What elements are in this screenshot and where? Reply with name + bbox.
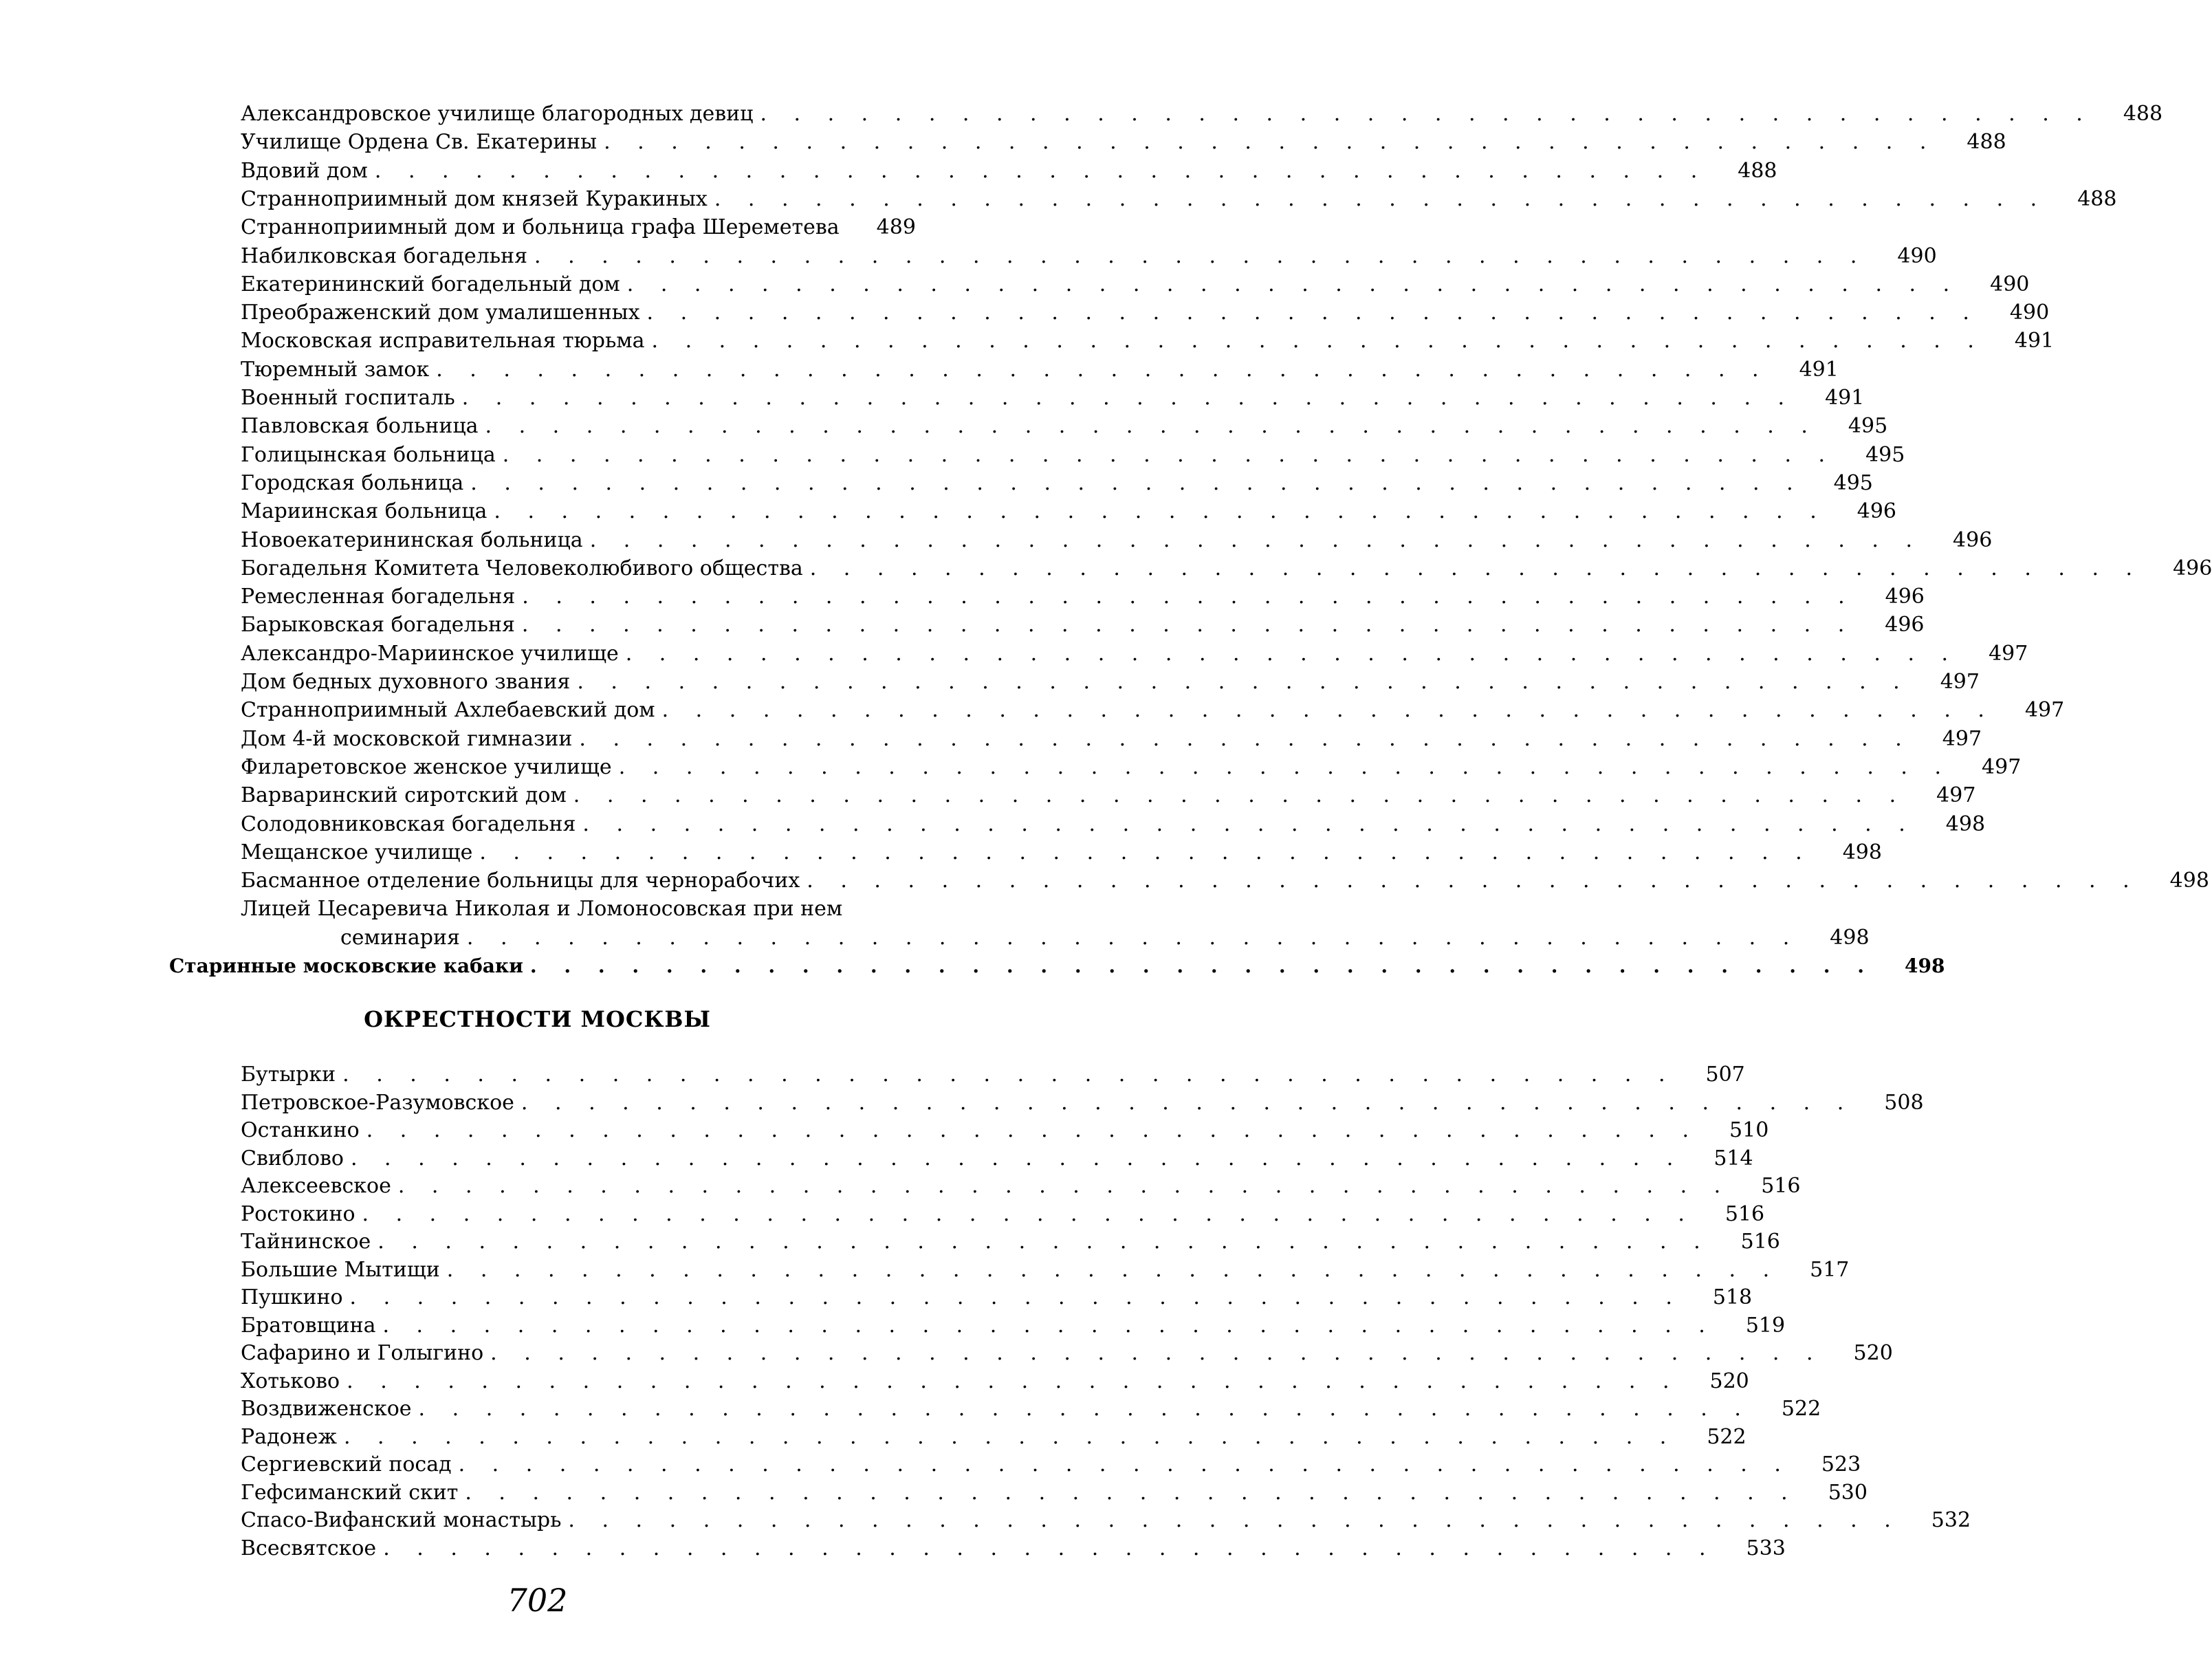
toc-entry-page: 495 — [1865, 442, 1905, 467]
toc-entry-title: Братовщина — [241, 1313, 376, 1338]
toc-entry — [241, 498, 1896, 525]
toc-entry — [241, 527, 1993, 554]
toc-entry — [241, 129, 2006, 156]
toc-entry — [241, 470, 1873, 497]
toc-entry-title: Радонеж — [241, 1424, 337, 1449]
toc-entry-title: Спасо-Вифанский монастырь — [241, 1508, 562, 1532]
toc-entry — [241, 1117, 1769, 1144]
toc-entry — [241, 1424, 1746, 1451]
toc-entry-title: Воздвиженское — [241, 1397, 412, 1421]
toc-entry-page: 498 — [1945, 811, 1986, 836]
toc-entry — [241, 611, 1925, 639]
toc-entry — [241, 1061, 1745, 1089]
toc-entry-title: Ремесленная богадельня — [241, 585, 516, 609]
toc-entry-page: 490 — [1897, 243, 1937, 268]
dot-leader: . . . . . . . . . . . . . . . . . . . . . . . . . . . . . . . . . . . . . . . . — [589, 527, 1923, 552]
toc-entry — [241, 839, 1882, 867]
dot-leader: . . . . . . . . . . . . . . . . . . . . . . . . . . . . . . . . . . . . . . . . — [366, 1118, 1700, 1142]
toc-entry-page: 495 — [1848, 414, 1888, 439]
toc-entry-title: Пушкино — [241, 1285, 343, 1309]
toc-entry-title: Свиблово — [241, 1146, 344, 1170]
toc-entry-title: Ростокино — [241, 1201, 355, 1226]
toc-entry-title: Солодовниковская богадельня — [241, 811, 576, 836]
toc-entry — [241, 1507, 1971, 1534]
toc-entry-page: 522 — [1707, 1424, 1746, 1449]
dot-leader: . . . . . . . . . . . . . . . . . . . . . . . . . . . . . . . . . . . . . . . . — [618, 754, 1952, 779]
toc-entry-title: Военный госпиталь — [241, 386, 455, 410]
toc-entry-page: 532 — [1931, 1508, 1971, 1532]
toc-entry-title: Варваринский сиротский дом — [241, 783, 567, 808]
dot-leader: . . . . . . . . . . . . . . . . . . . . . . . . . . . . . . . . . . . . . . . . — [807, 869, 2140, 893]
toc-entry-page: 495 — [1833, 470, 1873, 495]
toc-entry-title: Старинные московские кабаки — [169, 955, 523, 977]
toc-entry-title: семинария — [340, 925, 460, 950]
dot-leader: . . . . . . . . . . . . . . . . . . . . . . . . . . . . . . . . . . . . . . . . — [397, 1174, 1731, 1198]
dot-leader: . . . . . . . . . . . . . . . . . . . . . . . . . . . . . . . . . . . . . . . . — [465, 1480, 1798, 1505]
toc-entry-page: 497 — [1942, 726, 1982, 751]
toc-entry-title: Сафарино и Голыгино — [241, 1341, 484, 1365]
toc-entry-page: 497 — [2024, 698, 2065, 723]
toc-entry-title: Хотьково — [241, 1369, 340, 1393]
toc-entry-page: 498 — [1905, 955, 1945, 977]
toc-entry-title: Новоекатерининская больница — [241, 527, 583, 552]
dot-leader: . . . . . . . . . . . . . . . . . . . . . . . . . . . . . . . . . . . . . . . . — [529, 955, 1875, 977]
dot-leader: . . . . . . . . . . . . . . . . . . . . . . . . . . . . . . . . . . . . . . . . — [521, 613, 1855, 638]
toc-entry — [241, 299, 2050, 327]
toc-entry — [241, 1451, 1861, 1479]
toc-entry-page: 488 — [2123, 102, 2163, 126]
dot-leader: . . . . . . . . . . . . . . . . . . . . . . . . . . . . . . . . . . . . . . . . — [604, 130, 1937, 155]
toc-entry-page: 520 — [1853, 1341, 1893, 1365]
page-number: 702 — [507, 1582, 568, 1619]
toc-entry — [241, 640, 2028, 668]
toc-entry — [241, 1284, 1753, 1311]
toc-entry-title: Екатерининский богадельный дом — [241, 272, 620, 296]
dot-leader: . . . . . . . . . . . . . . . . . . . . . . . . . . . . . . . . . . . . . . . . — [347, 1369, 1680, 1393]
dot-leader: . . . . . . . . . . . . . . . . . . . . . . . . . . . . . . . . . . . . . . . . — [626, 272, 1960, 296]
dot-leader: . . . . . . . . . . . . . . . . . . . . . . . . . . . . . . . . . . . . . . . . — [494, 499, 1827, 524]
toc-entry-title: Дом бедных духовного звания — [241, 670, 571, 694]
toc-entry-page: 488 — [1967, 130, 2006, 155]
dot-leader: . . . . . . . . . . . . . . . . . . . . . . . . . . . . . . . . . . . . . . . . — [568, 1508, 1901, 1532]
dot-leader: . . . . . . . . . . . . . . . . . . . . . . . . . . . . . . . . . . . . . . . . — [809, 556, 2143, 580]
toc-entry — [241, 583, 1925, 611]
dot-leader: . . . . . . . . . . . . . . . . . . . . . . . . . . . . . . . . . . . . . . . . — [479, 840, 1813, 864]
toc-entry-page: 498 — [1842, 840, 1882, 864]
toc-entry-page: 489 — [876, 215, 916, 240]
toc-entry — [241, 668, 1980, 696]
toc-entry — [241, 895, 906, 923]
toc-entry-page: 496 — [1885, 585, 1925, 609]
toc-entry-title: Бутырки — [241, 1063, 336, 1087]
toc-entry — [241, 1201, 1765, 1228]
toc-entry — [241, 356, 1839, 384]
dot-leader: . . . . . . . . . . . . . . . . . . . . . . . . . . . . . . . . . . . . . . . . — [466, 925, 1800, 950]
toc-entry-title: Московская исправительная тюрьма — [241, 329, 645, 353]
dot-leader: . . . . . . . . . . . . . . . . . . . . . . . . . . . . . . . . . . . . . . . . — [436, 357, 1769, 382]
dot-leader: . . . . . . . . . . . . . . . . . . . . . . . . . . . . . . . . . . . . . . . . — [458, 1452, 1791, 1477]
toc-entry-title: Вдовий дом — [241, 158, 368, 183]
toc-entry-title: Сергиевский посад — [241, 1452, 452, 1477]
toc-entry-page: 517 — [1810, 1257, 1850, 1282]
toc-entry-page: 520 — [1709, 1369, 1749, 1393]
toc-entry — [241, 1535, 1786, 1562]
toc-entry — [241, 157, 1777, 185]
toc-entry-page: 510 — [1729, 1118, 1769, 1142]
toc-entry-page: 491 — [1825, 386, 1865, 410]
toc-entry-title: Мариинская больница — [241, 499, 488, 524]
dot-leader: . . . . . . . . . . . . . . . . . . . . . . . . . . . . . . . . . . . . . . . . — [446, 1257, 1780, 1282]
toc-entry — [340, 924, 1870, 952]
dot-leader: . . . . . . . . . . . . . . . . . . . . . . . . . . . . . . . . . . . . . . . . — [502, 442, 1836, 467]
dot-leader: . . . . . . . . . . . . . . . . . . . . . . . . . . . . . . . . . . . . . . . . — [461, 386, 1795, 410]
dot-leader: . . . . . . . . . . . . . . . . . . . . . . . . . . . . . . . . . . . . . . . . — [534, 243, 1868, 268]
dot-leader: . . . . . . . . . . . . . . . . . . . . . . . . . . . . . . . . . . . . . . . . — [577, 670, 1910, 694]
toc-entry-page: 516 — [1724, 1201, 1765, 1226]
dot-leader: . . . . . . . . . . . . . . . . . . . . . . . . . . . . . . . . . . . . . . . . — [760, 102, 2093, 126]
toc-entry-page: 523 — [1821, 1452, 1861, 1477]
toc-entry — [241, 1145, 1753, 1173]
dot-leader: . . . . . . . . . . . . . . . . . . . . . . . . . . . . . . . . . . . . . . . . — [418, 1397, 1751, 1421]
toc-entry — [241, 1256, 1850, 1284]
toc-entry-page: 497 — [1982, 754, 2022, 779]
toc-entry-page: 507 — [1705, 1063, 1745, 1087]
toc-entry-title: Набилковская богадельня — [241, 243, 528, 268]
dot-leader: . . . . . . . . . . . . . . . . . . . . . . . . . . . . . . . . . . . . . . . . — [579, 726, 1912, 751]
dot-leader: . . . . . . . . . . . . . . . . . . . . . . . . . . . . . . . . . . . . . . . . — [522, 585, 1855, 609]
toc-entry-title: Барыковская богадельня — [241, 613, 515, 638]
toc-entry-title: Преображенский дом умалишенных — [241, 301, 640, 325]
toc-entry-page: 496 — [1885, 613, 1925, 638]
dot-leader: . . . . . . . . . . . . . . . . . . . . . . . . . . . . . . . . . . . . . . . . — [343, 1424, 1677, 1449]
toc-entry — [241, 754, 2022, 781]
toc-entry-title: Мещанское училище — [241, 840, 473, 864]
toc-entry-title: Александровское училище благородных девиц — [241, 102, 754, 126]
toc-entry-page: 497 — [1989, 641, 2028, 666]
toc-entry-page: 514 — [1713, 1146, 1753, 1170]
toc-entry — [241, 327, 2055, 355]
toc-entry — [241, 271, 2030, 298]
toc-entry-page: 497 — [1940, 670, 1980, 694]
toc-entry-page: 519 — [1745, 1313, 1786, 1338]
toc-entry-title: Богадельня Комитета Человеколюбивого общества — [241, 556, 803, 580]
toc-entry-page: 516 — [1761, 1174, 1801, 1198]
dot-leader: . . . . . . . . . . . . . . . . . . . . . . . . . . . . . . . . . . . . . . . . — [582, 811, 1916, 836]
toc-entry — [169, 952, 1945, 980]
toc-entry-title: Тайнинское — [241, 1230, 371, 1254]
toc-entry — [241, 1479, 1868, 1507]
toc-entry-title: Странноприимный дом князей Куракиных — [241, 186, 708, 211]
toc-entry — [241, 782, 1976, 809]
toc-entry — [241, 1089, 1924, 1117]
toc-entry-page: 488 — [1738, 158, 1777, 183]
dot-leader: . . . . . . . . . . . . . . . . . . . . . . . . . . . . . . . . . . . . . . . . — [573, 783, 1907, 808]
toc-entry-title: Училище Ордена Св. Екатерины — [241, 130, 598, 155]
toc-entry — [241, 413, 1888, 440]
toc-entry-page: 490 — [1990, 272, 2030, 296]
dot-leader: . . . . . . . . . . . . . . . . . . . . . . . . . . . . . . . . . . . . . . . . — [383, 1536, 1716, 1560]
toc-entry-title: Тюремный замок — [241, 357, 430, 382]
toc-entry-page: 518 — [1712, 1285, 1753, 1309]
toc-entry — [241, 384, 1865, 412]
toc-entry — [241, 811, 1986, 838]
toc-entry — [241, 867, 2209, 895]
toc-entry-title: Останкино — [241, 1118, 360, 1142]
toc-entry — [241, 1340, 1893, 1367]
toc-entry-page: 498 — [2169, 869, 2209, 893]
toc-entry — [241, 726, 1982, 753]
toc-entry — [241, 1228, 1780, 1256]
dot-leader: . . . . . . . . . . . . . . . . . . . . . . . . . . . . . . . . . . . . . . . . — [470, 470, 1804, 495]
toc-entry — [241, 1368, 1749, 1395]
toc-entry-title: Странноприимный дом и больница графа Шереметева — [241, 215, 840, 240]
dot-leader: . . . . . . . . . . . . . . . . . . . . . . . . . . . . . . . . . . . . . . . . — [350, 1146, 1684, 1170]
section-heading: ОКРЕСТНОСТИ МОСКВЫ — [364, 1006, 711, 1032]
toc-entry-title: Городская больница — [241, 470, 464, 495]
toc-entry-title: Гефсиманский скит — [241, 1480, 459, 1505]
toc-entry-title: Алексеевское — [241, 1174, 391, 1198]
toc-entry-page: 491 — [1799, 357, 1839, 382]
dot-leader: . . . . . . . . . . . . . . . . . . . . . . . . . . . . . . . . . . . . . . . . — [485, 414, 1818, 439]
dot-leader: . . . . . . . . . . . . . . . . . . . . . . . . . . . . . . . . . . . . . . . . — [521, 1090, 1854, 1115]
toc-entry-title: Петровское-Разумовское — [241, 1090, 514, 1115]
toc-entry-page: 497 — [1936, 783, 1976, 808]
toc-entry-page: 533 — [1746, 1536, 1786, 1560]
toc-entry — [241, 214, 916, 241]
toc-entry-title: Большие Мытищи — [241, 1257, 440, 1282]
toc-entry-title: Александро-Мариинское училище — [241, 641, 619, 666]
toc-entry-title: Филаретовское женское училище — [241, 754, 612, 779]
toc-entry — [241, 555, 2212, 582]
toc-entry-page: 496 — [1857, 499, 1896, 524]
toc-entry-page: 522 — [1781, 1397, 1821, 1421]
dot-leader: . . . . . . . . . . . . . . . . . . . . . . . . . . . . . . . . . . . . . . . . — [490, 1341, 1824, 1365]
toc-entry-title: Дом 4-й московской гимназии — [241, 726, 573, 751]
toc-entry-page: 516 — [1740, 1230, 1780, 1254]
toc-entry-title: Странноприимный Ахлебаевский дом — [241, 698, 655, 723]
toc-entry-title: Всесвятское — [241, 1536, 377, 1560]
dot-leader: . . . . . . . . . . . . . . . . . . . . . . . . . . . . . . . . . . . . . . . . — [374, 158, 1708, 183]
toc-entry-page: 488 — [2077, 186, 2117, 211]
toc-entry-page: 498 — [1830, 925, 1870, 950]
toc-entry — [241, 243, 1937, 270]
dot-leader: . . . . . . . . . . . . . . . . . . . . . . . . . . . . . . . . . . . . . . . . — [661, 698, 1995, 723]
toc-entry-title: Лицей Цесаревича Николая и Ломоносовская при нем — [241, 897, 843, 922]
toc-entry-page: 508 — [1884, 1090, 1924, 1115]
dot-leader: . . . . . . . . . . . . . . . . . . . . . . . . . . . . . . . . . . . . . . . . — [714, 186, 2048, 211]
dot-leader: . . . . . . . . . . . . . . . . . . . . . . . . . . . . . . . . . . . . . . . . — [342, 1063, 1676, 1087]
toc-entry — [241, 1395, 1821, 1423]
toc-entry — [241, 1173, 1801, 1200]
toc-entry — [241, 442, 1905, 469]
dot-leader: . . . . . . . . . . . . . . . . . . . . . . . . . . . . . . . . . . . . . . . . — [377, 1230, 1711, 1254]
dot-leader: . . . . . . . . . . . . . . . . . . . . . . . . . . . . . . . . . . . . . . . . — [646, 301, 1980, 325]
dot-leader: . . . . . . . . . . . . . . . . . . . . . . . . . . . . . . . . . . . . . . . . — [362, 1201, 1695, 1226]
toc-entry — [241, 1312, 1786, 1340]
toc-entry-page: 490 — [2009, 301, 2050, 325]
toc-entry-page: 496 — [1953, 527, 1993, 552]
toc-entry-page: 491 — [2014, 329, 2055, 353]
toc-entry-page: 530 — [1828, 1480, 1868, 1505]
toc-entry — [241, 697, 2065, 724]
toc-entry-title: Басманное отделение больницы для чернорабочих — [241, 869, 800, 893]
toc-entry-title: Павловская больница — [241, 414, 479, 439]
toc-entry-title: Голицынская больница — [241, 442, 496, 467]
toc-entry — [241, 100, 2163, 128]
toc-entry-page: 496 — [2173, 556, 2212, 580]
dot-leader: . . . . . . . . . . . . . . . . . . . . . . . . . . . . . . . . . . . . . . . . — [382, 1313, 1716, 1338]
dot-leader: . . . . . . . . . . . . . . . . . . . . . . . . . . . . . . . . . . . . . . . . — [651, 329, 1984, 353]
toc-entry — [241, 186, 2117, 213]
dot-leader: . . . . . . . . . . . . . . . . . . . . . . . . . . . . . . . . . . . . . . . . — [349, 1285, 1683, 1309]
dot-leader: . . . . . . . . . . . . . . . . . . . . . . . . . . . . . . . . . . . . . . . . — [625, 641, 1959, 666]
